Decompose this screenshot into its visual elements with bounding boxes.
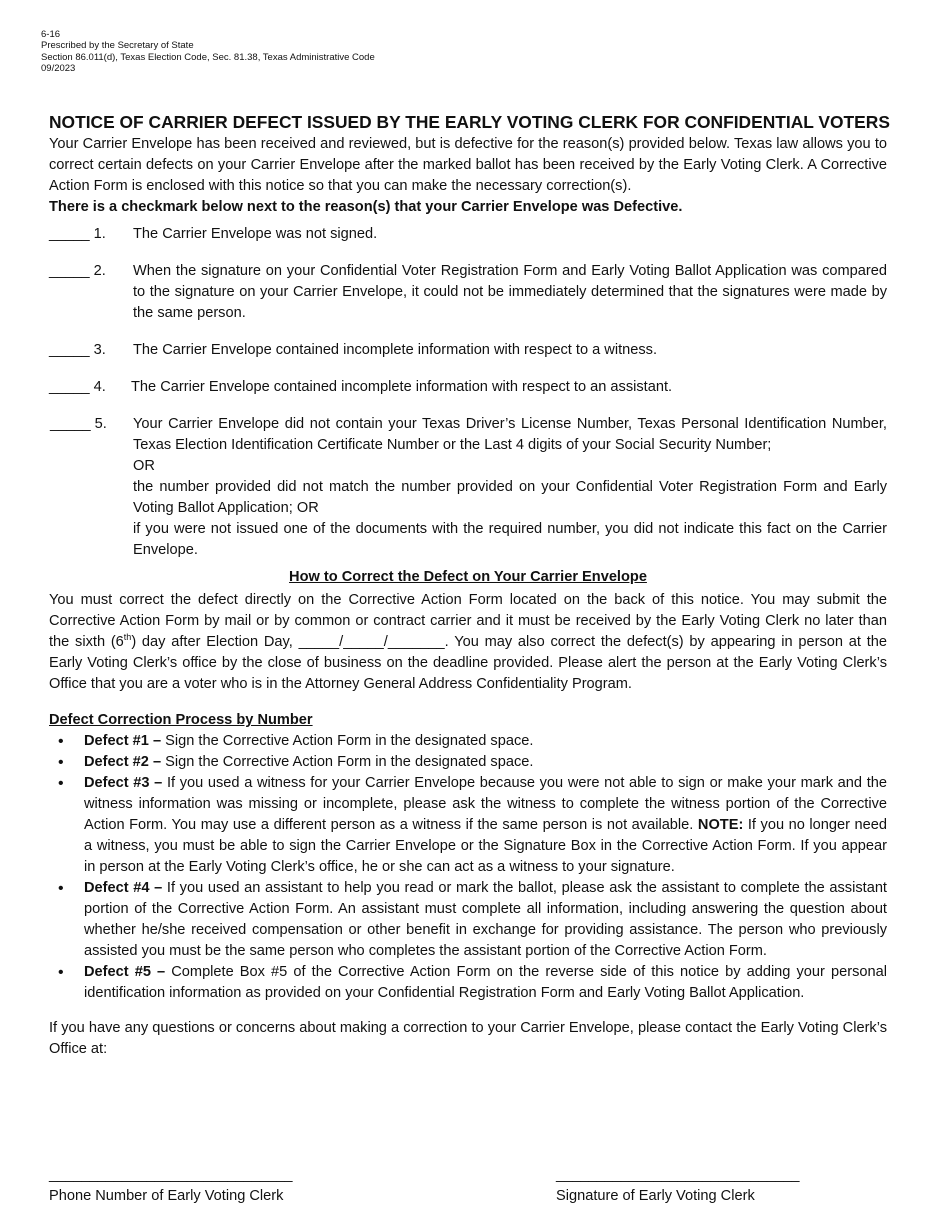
clerk-signature-line[interactable]: ______________________________ <box>556 1167 800 1183</box>
intro-bold: There is a checkmark below next to the reason(s) that your Carrier Envelope was Defective. <box>49 199 683 215</box>
defect-text: If you no longer need a witness, you must be able to sign the Carrier Envelope or the Signature Box in the Corrective Action Form. If you appear in person at the Early Voting Clerk’s office, he or she can act as a witness to your signature. <box>84 817 887 875</box>
contact-paragraph: If you have any questions or concerns about making a correction to your Carrier Envelope, please contact the Early Voting Clerk’s Office at: <box>49 1020 887 1057</box>
reason-5-or: OR <box>133 458 155 474</box>
defect-process-list <box>49 731 887 1004</box>
prescribed-by: Prescribed by the Secretary of State <box>41 40 194 52</box>
intro-text: Your Carrier Envelope has been received and reviewed, but is defective for the reason(s) provided below. Texas law allows you to correct certain defects on your Carrier Envelope after the marked ballot has been received by the Early Voting Clerk. A Corrective Action Form is enclosed with this notice so that you can make the necessary correction(s). <box>49 136 887 194</box>
defect-label: Defect #5 – <box>84 964 166 980</box>
how-to-text-a: You must correct the defect directly on the Corrective Action Form located on the back of this notice. You may submit the Corrective Action Form by mail or by common or contract carrier and it must be received by the Early Voting Clerk no later than the sixth (6 <box>49 592 887 650</box>
defect-item-5 <box>84 962 887 1004</box>
reason-text: The Carrier Envelope was not signed. <box>133 226 378 242</box>
form-date: 09/2023 <box>41 62 76 74</box>
reason-checkbox-blank[interactable]: _____ 4. <box>49 379 106 395</box>
legal-citation: Section 86.011(d), Texas Election Code, Sec. 81.38, Texas Administrative Code <box>41 51 375 63</box>
reason-text: The Carrier Envelope contained incomplete information with respect to a witness. <box>133 342 658 358</box>
defect-text: Complete Box #5 of the Corrective Action Form on the reverse side of this notice by adding your personal identification information as provided on your Confidential Registration Form and Early Voting Ballot Application. <box>84 964 887 1001</box>
reason-4 <box>49 377 887 398</box>
deadline-date-blank[interactable]: _____/_____/_______ <box>298 634 445 650</box>
defect-label: Defect #4 – <box>84 880 163 896</box>
defect-text: If you used a witness for your Carrier Envelope because you were not able to sign or make your mark and the witness information was missing or incomplete, please ask the witness to complete the witness portion of the Corrective Action Form. You may use a different person as a witness if the same person is not available. <box>84 775 887 833</box>
reason-checkbox-blank[interactable]: _____ 1. <box>49 226 106 242</box>
clerk-signature-label: Signature of Early Voting Clerk <box>556 1188 755 1204</box>
form-number: 6-16 <box>41 29 61 40</box>
how-to-heading: How to Correct the Defect on Your Carrier Envelope <box>289 569 647 585</box>
reason-checkbox-blank[interactable]: _____ 3. <box>49 342 106 358</box>
defect-label: Defect #3 – <box>84 775 163 791</box>
reason-3 <box>49 340 887 361</box>
defect-item-2 <box>84 752 887 773</box>
defect-text: If you used an assistant to help you read or mark the ballot, please ask the assistant to complete the assistant portion of the Corrective Action Form. An assistant must complete all information, including answering the question about whether he/she received compensation or other benefit in exchange for providing assistance. The person who previously assisted you must be the same person who completes the assistant portion of the Corrective Action Form. <box>84 880 887 959</box>
document-title: NOTICE OF CARRIER DEFECT ISSUED BY THE EARLY VOTING CLERK FOR CONFIDENTIAL VOTERS <box>49 112 890 132</box>
document-body <box>49 110 890 1060</box>
phone-number-line[interactable]: ______________________________ <box>49 1167 293 1183</box>
reason-5 <box>50 414 887 561</box>
reason-checkbox-blank[interactable]: _____ 5. <box>50 416 107 432</box>
reason-1 <box>49 224 887 245</box>
reason-text: The Carrier Envelope contained incomplete information with respect to an assistant. <box>131 379 673 395</box>
defect-label: Defect #2 – <box>84 754 162 770</box>
defect-label: Defect #1 – <box>84 733 162 749</box>
process-heading: Defect Correction Process by Number <box>49 712 313 728</box>
reason-text: When the signature on your Confidential Voter Registration Form and Early Voting Ballot Application was compared to the signature on your Carrier Envelope, it could not be immediately determined that the signatures were made by the same person. <box>133 263 887 321</box>
reason-5-part-1: Your Carrier Envelope did not contain your Texas Driver’s License Number, Texas Personal Identification Number, Texas Election Identification Certificate Number or the Last 4 digits of your Social Security Number; <box>133 416 887 453</box>
reason-checkbox-blank[interactable]: _____ 2. <box>49 263 106 279</box>
reason-2 <box>49 261 887 324</box>
note-label: NOTE: <box>697 817 744 833</box>
superscript: th <box>123 632 132 643</box>
clerk-signature-block <box>556 1165 800 1207</box>
intro-paragraph <box>49 134 887 218</box>
reason-text <box>133 414 887 561</box>
defect-text: Sign the Corrective Action Form in the designated space. <box>161 733 534 749</box>
phone-signature-block <box>49 1165 293 1207</box>
defect-item-4 <box>84 878 887 962</box>
phone-number-label: Phone Number of Early Voting Clerk <box>49 1188 284 1204</box>
reason-5-part-2: the number provided did not match the number provided on your Confidential Voter Registration Form and Early Voting Ballot Application; OR <box>133 479 887 516</box>
defect-item-1 <box>84 731 887 752</box>
how-to-text-c: . You may also correct the defect(s) by appearing in person at the Early Voting Clerk’s office by the close of business on the deadline provided. Please alert the person at the Early Voting Clerk’s Office that you are a voter who is in the Attorney General Address Confidentiality Program. <box>49 634 887 692</box>
defect-item-3 <box>84 773 887 878</box>
reason-5-part-3: if you were not issued one of the documents with the required number, you did not indicate this fact on the Carrier Envelope. <box>133 521 887 558</box>
form-header <box>41 29 375 74</box>
defect-text: Sign the Corrective Action Form in the designated space. <box>161 754 534 770</box>
how-to-paragraph <box>49 590 887 695</box>
how-to-text-b: ) day after Election Day, <box>131 634 299 650</box>
